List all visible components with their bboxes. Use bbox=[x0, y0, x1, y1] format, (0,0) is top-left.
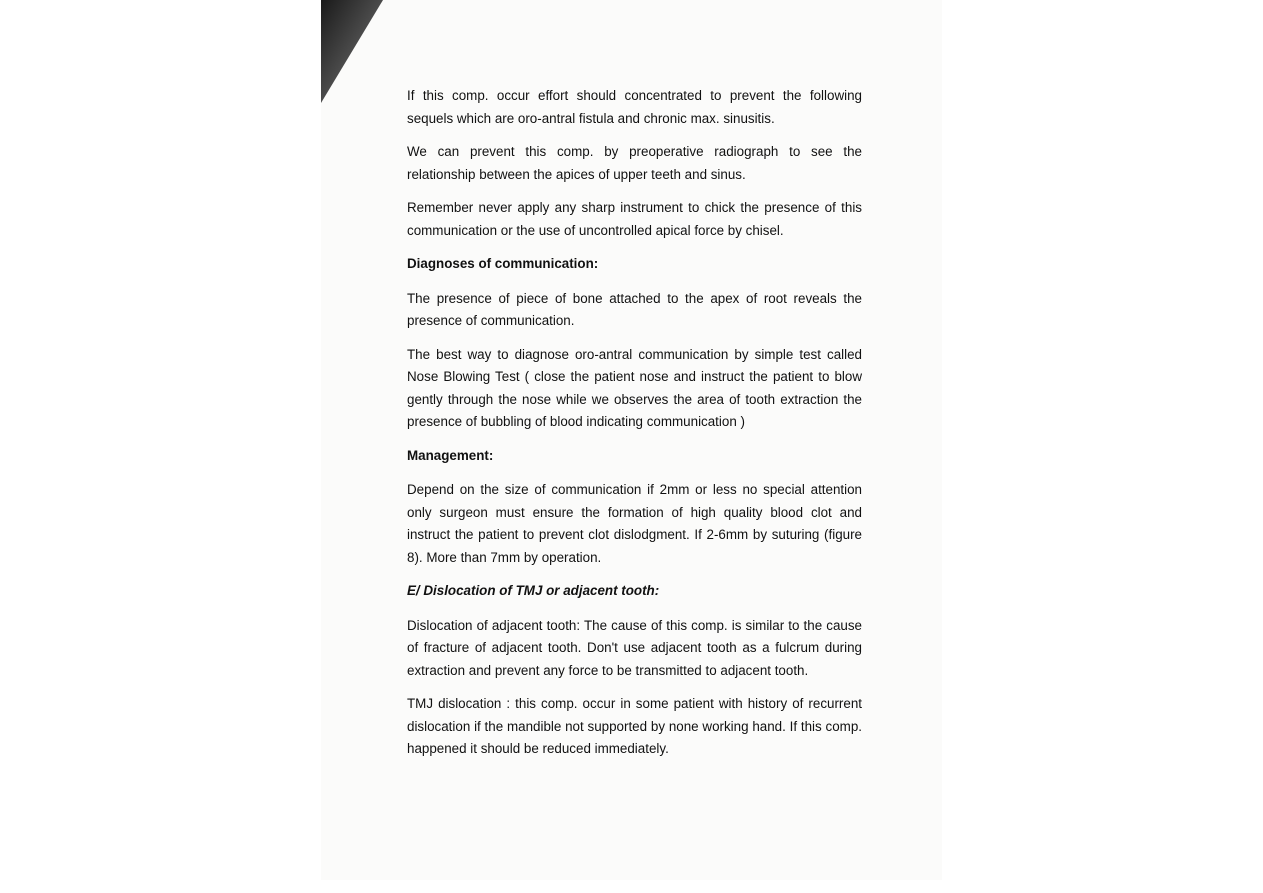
paragraph-nose-blowing-test: The best way to diagnose oro-antral communication by simple test called Nose Blowing Test ( close the patient nose and instruct the patient to blow gently through the nose while we observes the area of tooth extraction the presence of bubbling of blood indicating communication ) bbox=[407, 346, 862, 429]
document-body bbox=[407, 85, 862, 772]
paragraph-adjacent-tooth: Dislocation of adjacent tooth: The cause of this comp. is similar to the cause of fracture of adjacent tooth. Don't use adjacent tooth as a fulcrum during extraction and prevent any force to be transmitted to adjacent tooth. bbox=[407, 617, 862, 678]
paragraph-prevention: We can prevent this comp. by preoperative radiograph to see the relationship between the apices of upper teeth and sinus. bbox=[407, 144, 862, 182]
heading-dislocation: E/ Dislocation of TMJ or adjacent tooth: bbox=[407, 583, 660, 598]
paragraph-warning: Remember never apply any sharp instrument to chick the presence of this communication or the use of uncontrolled apical force by chisel. bbox=[407, 200, 862, 238]
heading-management: Management: bbox=[407, 447, 494, 463]
paragraph-sequels: If this comp. occur effort should concentrated to prevent the following sequels which are oro-antral fistula and chronic max. sinusitis. bbox=[407, 88, 862, 126]
heading-diagnoses: Diagnoses of communication: bbox=[407, 256, 599, 271]
paragraph-bone-piece: The presence of piece of bone attached to the apex of root reveals the presence of communication. bbox=[407, 290, 862, 328]
paragraph-management: Depend on the size of communication if 2mm or less no special attention only surgeon must ensure the formation of high quality blood clot and instruct the patient to prevent clot dislodgment. If 2-6mm by suturing (figure 8). More than 7mm by operation. bbox=[407, 482, 862, 565]
scanned-page bbox=[321, 0, 942, 880]
folded-corner-shadow bbox=[321, 0, 391, 110]
paragraph-tmj-dislocation: TMJ dislocation : this comp. occur in some patient with history of recurrent dislocation if the mandible not supported by none working hand. If this comp. happened it should be reduced immediately. bbox=[407, 696, 862, 756]
